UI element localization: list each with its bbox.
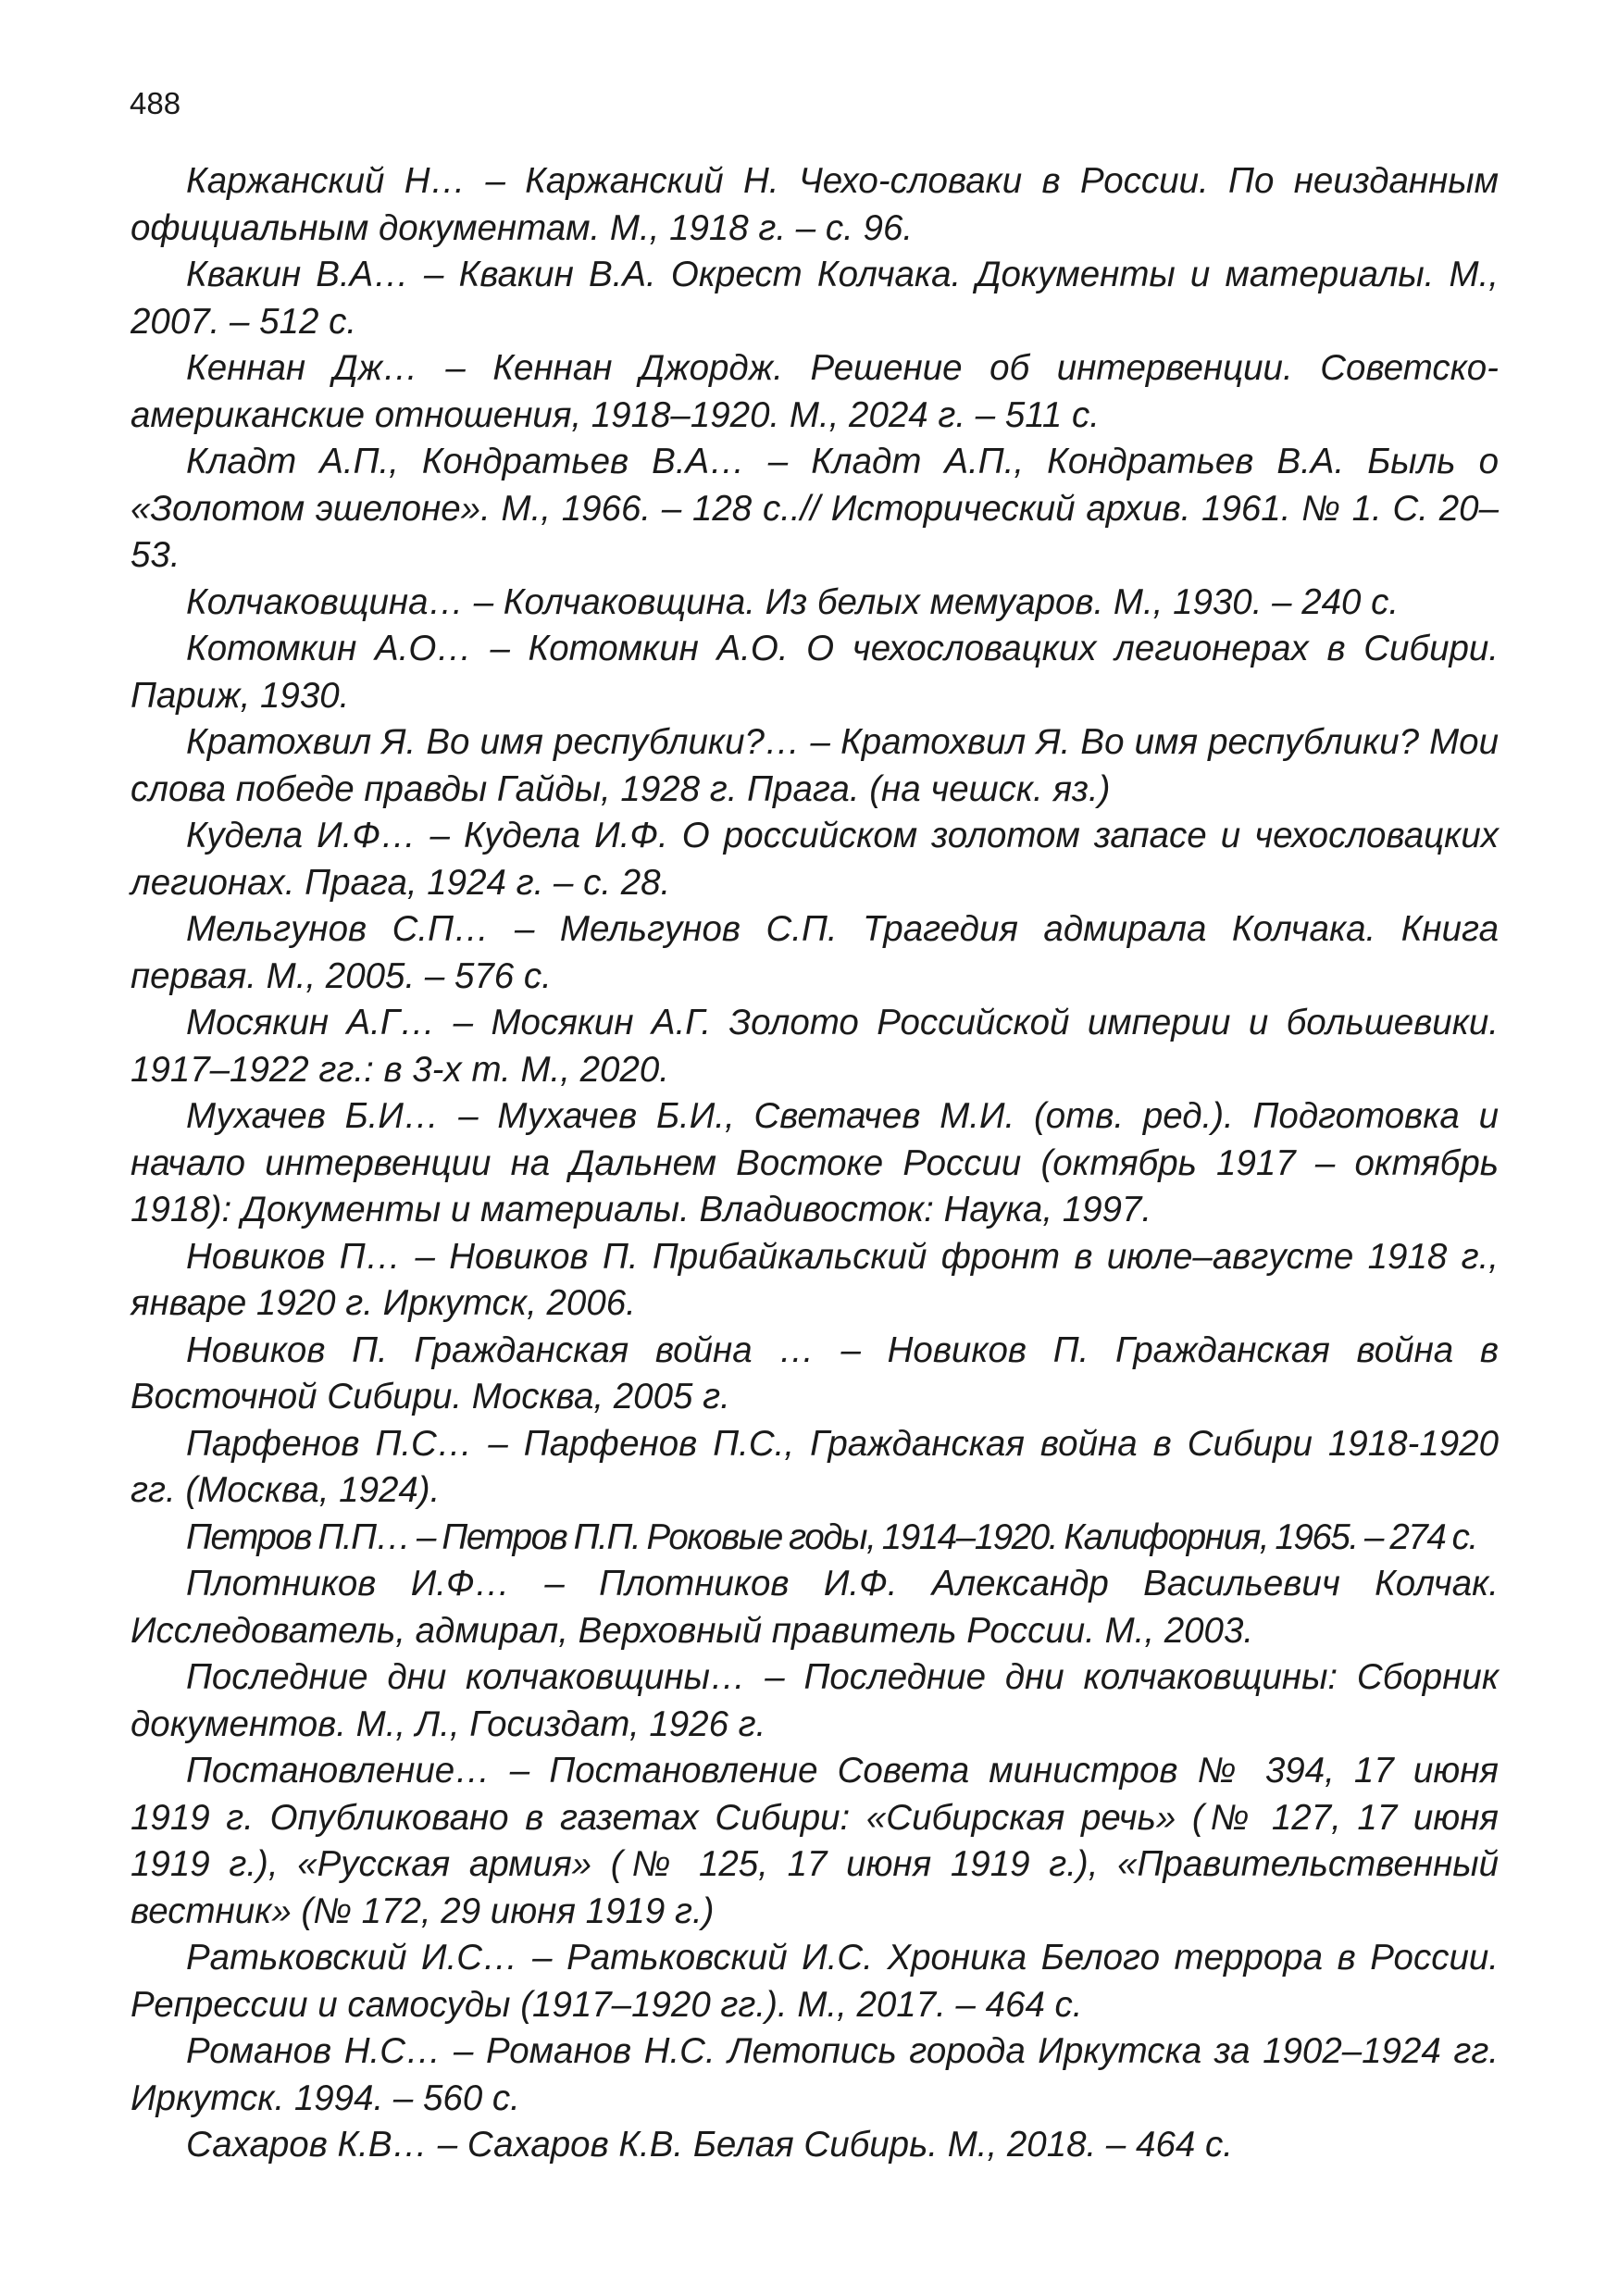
bibliography-entry-karzhansky: Каржанский Н… – Каржанский Н. Чехо-словаки в России. По неизданным официальным документам. М., 1918 г. – с. 96.: [131, 161, 1499, 248]
bibliography-entry-kudela: Кудела И.Ф… – Кудела И.Ф. О российском золотом запасе и чехословацких легионах. Прага, 1924 г. – с. 28.: [131, 816, 1499, 903]
bibliography-entry-melgunov: Мельгунов С.П… – Мельгунов С.П. Трагедия адмирала Колчака. Книга первая. М., 2005. – 576 с.: [131, 909, 1499, 996]
bibliography-entry-kotomkin: Котомкин А.О… – Котомкин А.О. О чехословацких легионерах в Сибири. Париж, 1930.: [131, 629, 1499, 716]
bibliography-entry-romanov: Романов Н.С… – Романов Н.С. Летопись города Иркутска за 1902–1924 гг. Иркутск. 1994. – 560 с.: [131, 2031, 1499, 2118]
bibliography-entry-kratokhvil: Кратохвил Я. Во имя республики?… – Кратохвил Я. Во имя республики? Мои слова победе правды Гайды, 1928 г. Прага. (на чешск. яз.): [131, 722, 1499, 809]
bibliography-entry-mukhachev: Мухачев Б.И… – Мухачев Б.И., Светачев М.И. (отв. ред.). Подготовка и начало интервенции на Дальнем Востоке России (октябрь 1917 – октябрь 1918): Документы и материалы. Владивосток: Наука, 1997.: [131, 1096, 1499, 1229]
bibliography-entry-novikov-civil-war: Новиков П. Гражданская война … – Новиков П. Гражданская война в Восточной Сибири. Москва, 2005 г.: [131, 1329, 1499, 1416]
bibliography-entry-resolution: Постановление… – Постановление Совета министров № 394, 17 июня 1919 г. Опубликовано в газетах Сибири: «Сибирская речь» (№ 127, 17 июня 1919 г.), «Русская армия» (№ 125, 17 июня 1919 г.), «Правительственный вестник» (№ 172, 29 июня 1919 г.): [131, 1751, 1499, 1931]
bibliography-list: [131, 158, 1499, 2169]
bibliography-entry-mosyakin: Мосякин А.Г… – Мосякин А.Г. Золото Российской империи и большевики. 1917–1922 гг.: в 3-х т. М., 2020.: [131, 1003, 1499, 1090]
bibliography-entry-novikov-pribaikalsky: Новиков П… – Новиков П. Прибайкальский фронт в июле–августе 1918 г., январе 1920 г. Иркутск, 2006.: [131, 1236, 1499, 1323]
bibliography-entry-plotnikov: Плотников И.Ф… – Плотников И.Ф. Александр Васильевич Колчак. Исследователь, адмирал, Верховный правитель России. М., 2003.: [131, 1564, 1499, 1651]
bibliography-entry-kladt: Кладт А.П., Кондратьев В.А… – Кладт А.П., Кондратьев В.А. Быль о «Золотом эшелоне». М., 1966. – 128 с..// Исторический архив. 1961. № 1. С. 20–53.: [131, 442, 1499, 575]
bibliography-entry-kolchakovshchina: Колчаковщина… – Колчаковщина. Из белых мемуаров. М., 1930. – 240 с.: [186, 581, 1400, 622]
bibliography-entry-petrov: Петров П.П… – Петров П.П. Роковые годы, 1914–1920. Калифорния, 1965. – 274 с.: [186, 1516, 1477, 1557]
bibliography-entry-kennan: Кеннан Дж… – Кеннан Джордж. Решение об интервенции. Советско-американские отношения, 1918–1920. М., 2024 г. – 511 с.: [131, 348, 1499, 435]
bibliography-entry-last-days: Последние дни колчаковщины… – Последние дни колчаковщины: Сборник документов. М., Л., Госиздат, 1926 г.: [131, 1657, 1499, 1744]
bibliography-entry-kvakin: Квакин В.А… – Квакин В.А. Окрест Колчака. Документы и материалы. М., 2007. – 512 с.: [131, 255, 1499, 342]
bibliography-entry-sakharov: Сахаров К.В… – Сахаров К.В. Белая Сибирь. М., 2018. – 464 с.: [186, 2125, 1233, 2165]
bibliography-entry-ratkovsky: Ратьковский И.С… – Ратьковский И.С. Хроника Белого террора в России. Репрессии и самосуды (1917–1920 гг.). М., 2017. – 464 с.: [131, 1938, 1499, 2025]
bibliography-entry-parfenov: Парфенов П.С… – Парфенов П.С., Гражданская война в Сибири 1918-1920 гг. (Москва, 1924).: [131, 1423, 1499, 1510]
page-number: 488: [130, 86, 181, 120]
